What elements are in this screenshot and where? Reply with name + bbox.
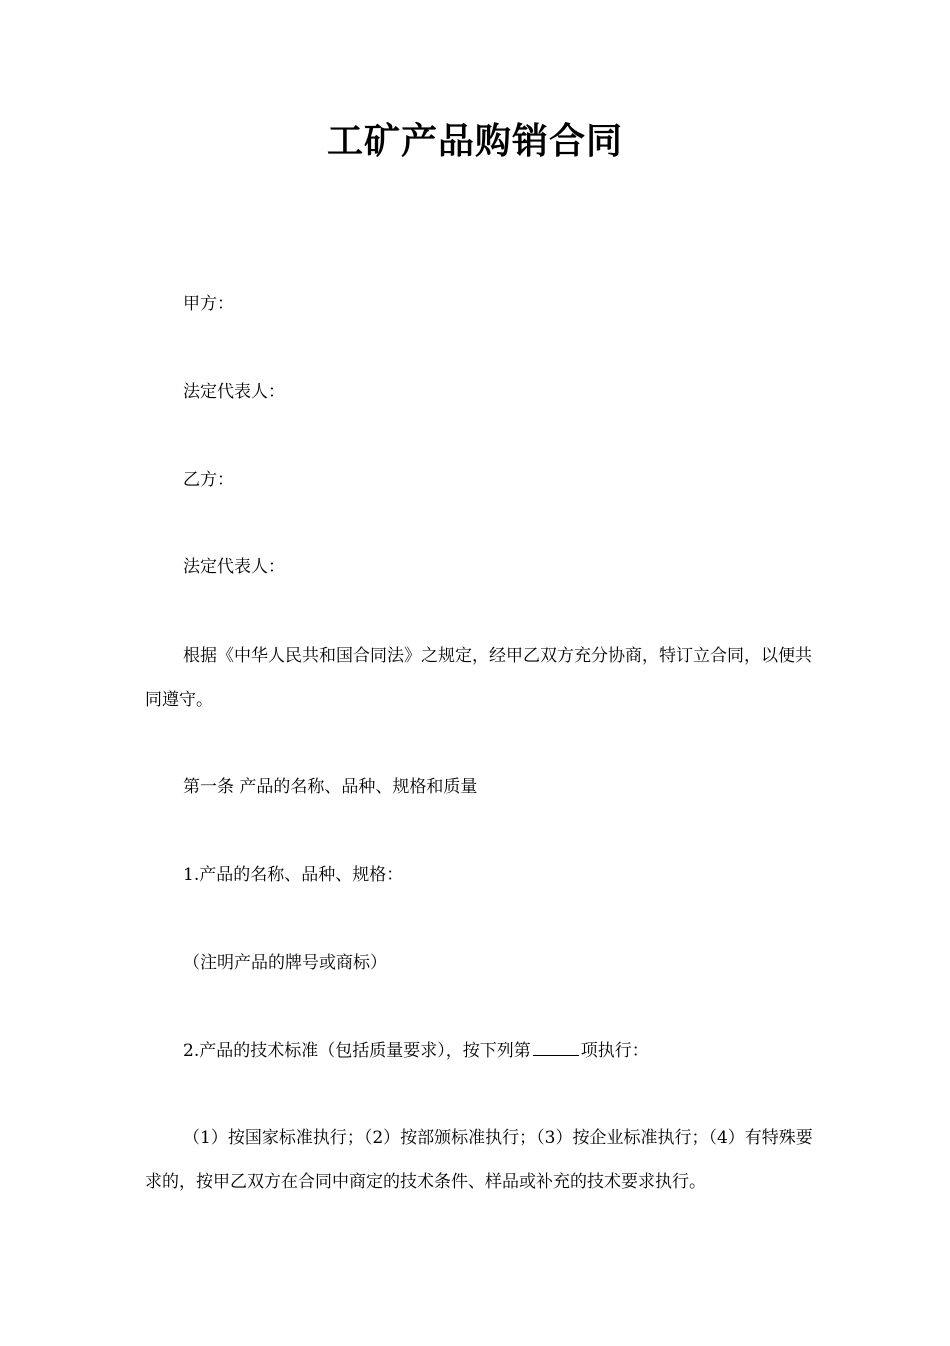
item-1-note: （注明产品的牌号或商标） bbox=[183, 953, 387, 973]
item-2-technical-standard bbox=[145, 1029, 815, 1073]
item-2-text-after: 项执行： bbox=[580, 1041, 649, 1061]
fill-in-blank[interactable] bbox=[533, 1039, 579, 1056]
item-2-text-before: 2.产品的技术标准（包括质量要求），按下列第 bbox=[183, 1041, 531, 1061]
party-a-representative-label: 法定代表人： bbox=[183, 382, 285, 402]
preamble-paragraph: 根据《中华人民共和国合同法》之规定，经甲乙双方充分协商，特订立合同，以便共同遵守。 bbox=[145, 646, 812, 710]
item-2-options-paragraph: （1）按国家标准执行；（2）按部颁标准执行；（3）按企业标准执行；（4）有特殊要求的，按甲乙双方在合同中商定的技术条件、样品或补充的技术要求执行。 bbox=[145, 1128, 813, 1192]
article-1-heading: 第一条 产品的名称、品种、规格和质量 bbox=[183, 777, 478, 797]
party-b-label: 乙方： bbox=[183, 470, 234, 490]
party-b-representative-label: 法定代表人： bbox=[183, 557, 285, 577]
item-1-product-spec: 1.产品的名称、品种、规格： bbox=[183, 865, 404, 885]
document-title: 工矿产品购销合同 bbox=[326, 121, 623, 162]
party-a-label: 甲方： bbox=[183, 294, 234, 314]
